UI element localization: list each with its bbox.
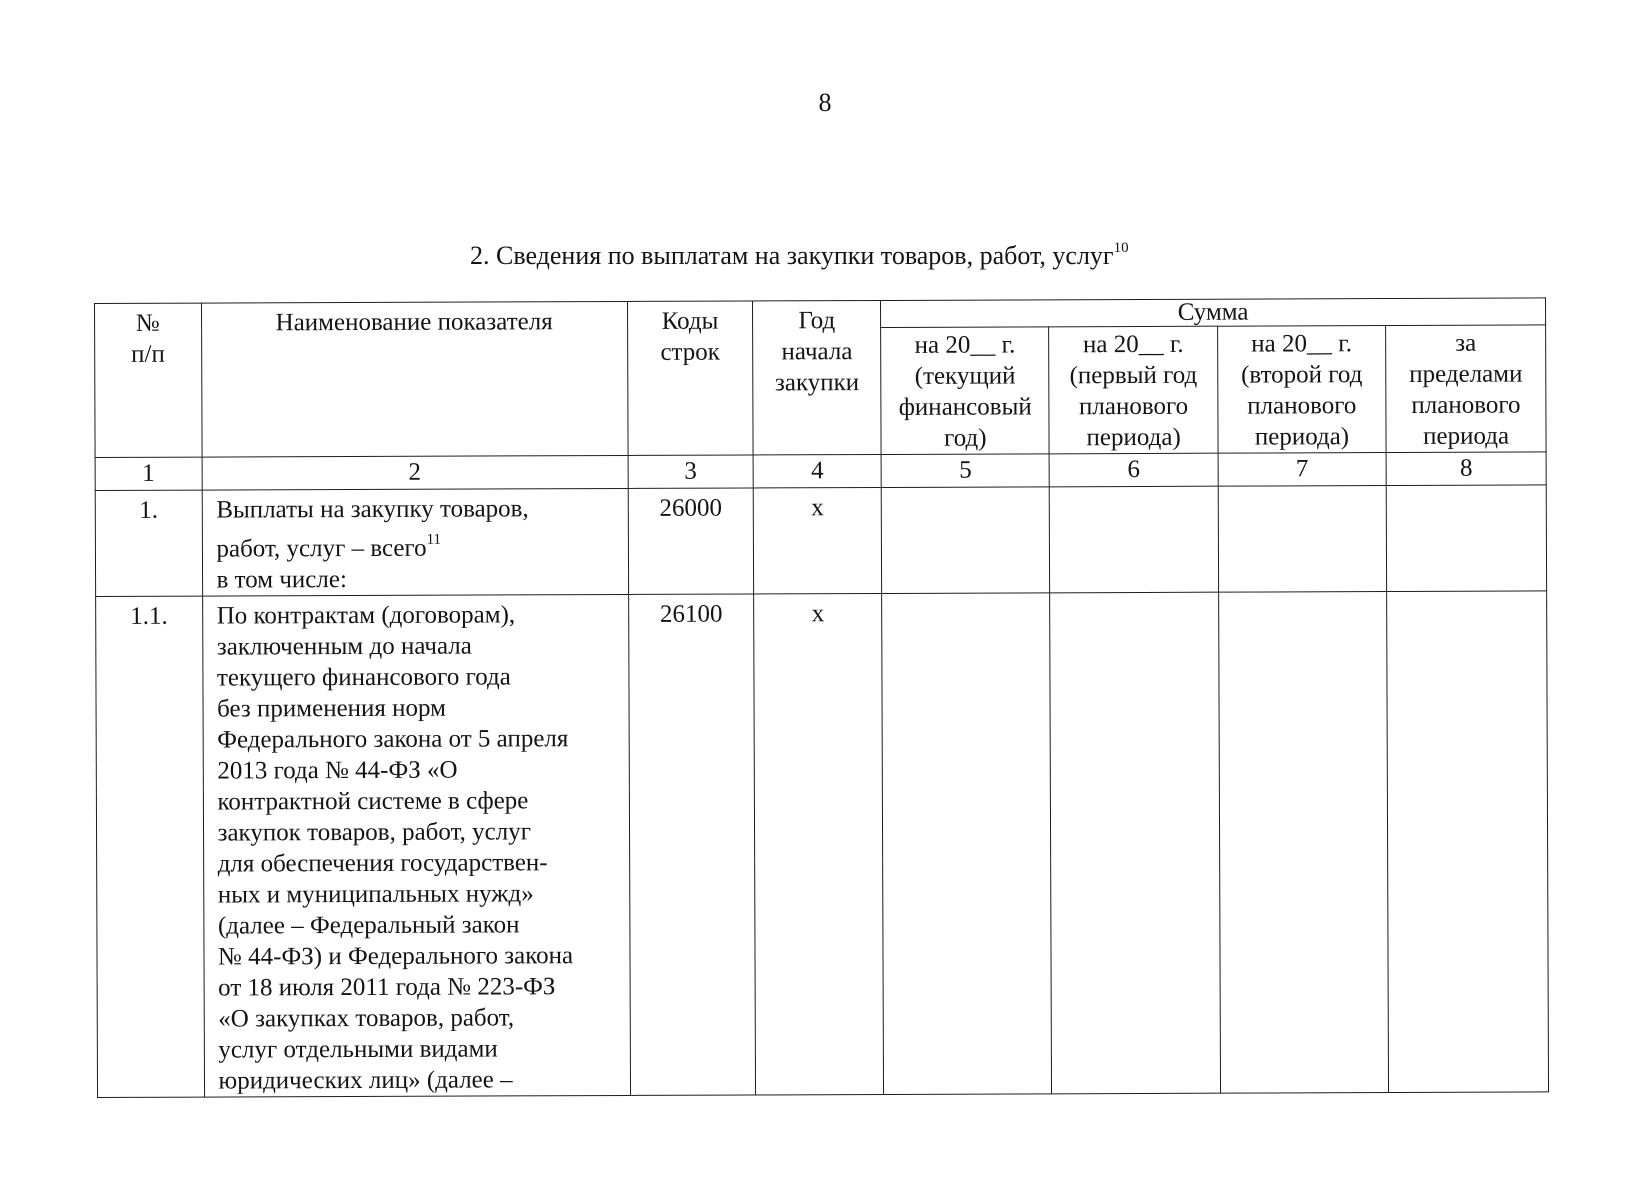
row-value-second-plan-year xyxy=(1218,486,1387,593)
row-number: 1.1. xyxy=(96,596,204,1097)
section-title xyxy=(470,240,1129,271)
header-sum-line: на 20__ г. xyxy=(1251,330,1352,358)
row-indicator-line: текущего финансового года xyxy=(216,663,511,692)
header-sum-line: на 20__ г. xyxy=(914,331,1016,359)
table-row xyxy=(96,591,1549,1098)
row-indicator-line: услуг отдельными видами xyxy=(218,1035,498,1064)
header-code xyxy=(627,301,753,455)
row-indicator-line: от 18 июля 2011 года № 223-ФЗ xyxy=(218,973,556,1002)
header-sum-beyond-plan xyxy=(1386,325,1546,453)
header-num-line: № xyxy=(135,309,160,337)
row-year: x xyxy=(754,487,882,593)
row-indicator-line: контрактной системе в сфере xyxy=(217,787,529,816)
header-sum-line: на 20__ г. xyxy=(1082,330,1184,359)
row-value-beyond-plan xyxy=(1386,485,1546,592)
row-indicator-line: закупок товаров, работ, услуг xyxy=(217,818,531,847)
row-value-beyond-plan xyxy=(1387,591,1549,1093)
row-indicator-line: без применения норм xyxy=(217,694,447,723)
header-sum-line: планового xyxy=(1411,391,1521,419)
row-indicator-line: Федерального закона от 5 апреля xyxy=(217,725,569,754)
header-sum: Сумма xyxy=(881,298,1546,328)
row-number: 1. xyxy=(95,490,202,596)
header-sum-current-year xyxy=(881,327,1050,455)
page-number: 8 xyxy=(818,88,832,117)
header-sum-line: периода) xyxy=(1086,423,1181,452)
header-code-line: Коды xyxy=(661,307,719,335)
section-title-text: 2. Сведения по выплатам на закупки товаров, работ, услуг xyxy=(470,241,1114,270)
row-indicator-line: в том числе: xyxy=(216,566,347,594)
row-indicator-line: «О закупках товаров, работ, xyxy=(218,1004,515,1033)
section-title-footnote: 10 xyxy=(1113,240,1129,256)
header-code-line: строк xyxy=(660,338,720,366)
header-sum-second-plan-year xyxy=(1217,326,1386,454)
header-sum-line: финансовый xyxy=(898,393,1032,421)
row-value-current-year xyxy=(881,487,1050,594)
header-sum-line: периода) xyxy=(1254,423,1350,451)
header-sum-line: периода xyxy=(1423,422,1510,450)
row-indicator-line: ных и муниципальных нужд» xyxy=(217,880,534,909)
header-sum-line: (текущий xyxy=(914,362,1016,390)
column-number: 2 xyxy=(202,455,628,490)
column-number: 8 xyxy=(1386,452,1546,486)
header-num xyxy=(95,303,202,457)
header-sum-line: пределами xyxy=(1409,360,1523,388)
header-sum-line: за xyxy=(1455,329,1477,357)
row-indicator-line: Выплаты на закупку товаров, xyxy=(216,495,529,524)
header-sum-line: планового xyxy=(1078,392,1189,421)
row-indicator xyxy=(202,594,630,1097)
row-code: 26100 xyxy=(628,594,756,1095)
row-indicator-line-text: работ, услуг – всего xyxy=(216,534,427,563)
row-year: x xyxy=(754,593,884,1094)
column-number-row xyxy=(95,452,1546,491)
payments-table xyxy=(94,297,1549,1098)
row-value-second-plan-year xyxy=(1218,592,1388,1094)
row-indicator-line: № 44-ФЗ) и Федерального закона xyxy=(217,942,574,971)
column-number: 3 xyxy=(628,455,754,488)
header-sum-line: (второй год xyxy=(1240,361,1363,389)
row-indicator-line: (далее – Федеральный закон xyxy=(217,911,520,940)
header-year-line: закупки xyxy=(774,369,860,397)
header-indicator: Наименование показателя xyxy=(201,301,628,457)
row-indicator-line: для обеспечения государствен- xyxy=(217,849,548,878)
table-row xyxy=(95,485,1546,597)
row-value-current-year xyxy=(882,593,1052,1095)
header-sum-line: год) xyxy=(944,424,987,452)
header-sum-first-plan-year xyxy=(1049,326,1218,454)
row-indicator xyxy=(202,488,629,596)
column-number: 6 xyxy=(1050,453,1218,487)
header-sum-line: (первый год xyxy=(1069,361,1198,390)
row-indicator-footnote: 11 xyxy=(426,531,442,548)
column-number: 7 xyxy=(1218,453,1386,487)
header-sum-line: планового xyxy=(1247,392,1357,420)
column-number: 1 xyxy=(95,457,202,490)
row-indicator-line: заключенным до начала xyxy=(216,632,472,661)
row-value-first-plan-year xyxy=(1050,486,1219,593)
header-year-line: Год xyxy=(798,307,836,335)
column-number: 4 xyxy=(753,454,881,487)
row-indicator-line: По контрактам (договорам), xyxy=(216,601,516,630)
row-indicator-line xyxy=(216,524,621,565)
row-value-first-plan-year xyxy=(1050,592,1220,1094)
header-year xyxy=(753,300,881,454)
row-indicator-line: 2013 года № 44-ФЗ «О xyxy=(217,756,458,785)
row-indicator-line: юридических лиц» (далее – xyxy=(218,1066,513,1095)
header-num-line: п/п xyxy=(131,340,165,368)
row-code: 26000 xyxy=(628,488,754,594)
header-year-line: начала xyxy=(781,338,853,366)
column-number: 5 xyxy=(881,454,1049,488)
